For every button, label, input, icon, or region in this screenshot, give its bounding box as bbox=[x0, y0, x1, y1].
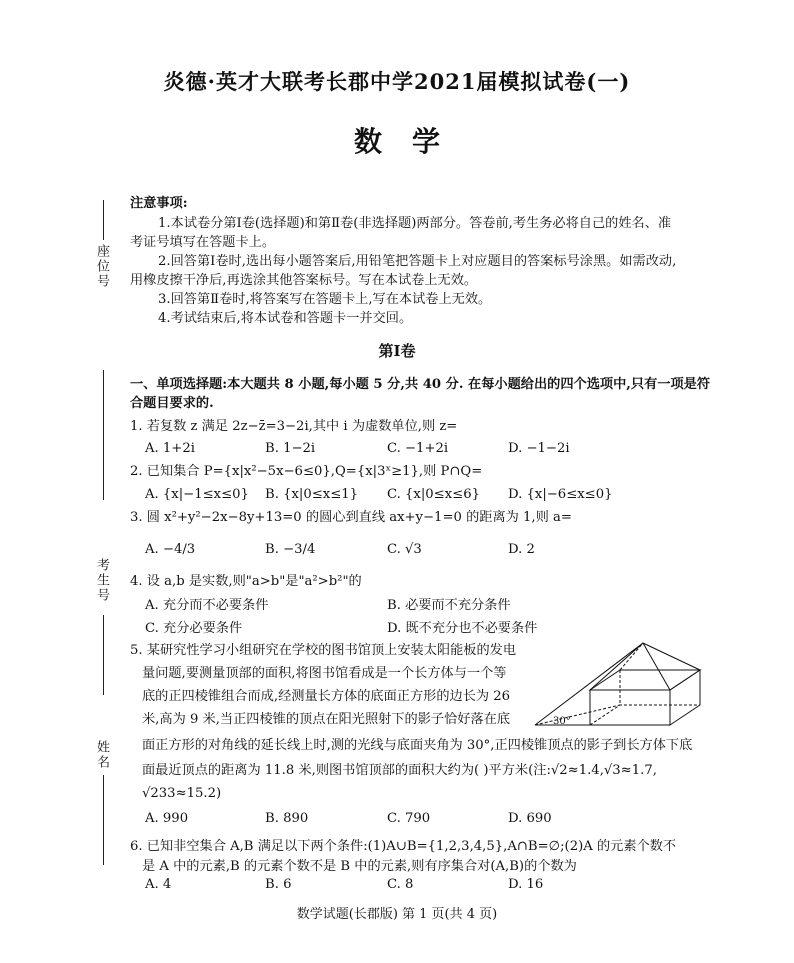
question-option: D. 16 bbox=[508, 877, 544, 892]
question-stem: 5. 某研究性学习小组研究在学校的图书馆顶上安装太阳能板的发电 bbox=[130, 643, 517, 658]
figure-angle-label: 30° bbox=[553, 716, 571, 727]
question-option: D. −1−2i bbox=[508, 441, 570, 456]
notes-line: 1.本试卷分第Ⅰ卷(选择题)和第Ⅱ卷(非选择题)两部分。答卷前,考生务必将自己的姓名、准 bbox=[158, 216, 672, 231]
name-label: 姓名 bbox=[94, 740, 109, 770]
question-option: B. −3/4 bbox=[265, 542, 316, 557]
notes-line: 考证号填写在答题卡上。 bbox=[130, 235, 276, 250]
question-option: D. 690 bbox=[508, 811, 552, 826]
notes-line: 用橡皮擦干净后,再选涂其他答案标号。写在本试卷上无效。 bbox=[130, 273, 478, 288]
question-option: B. 6 bbox=[265, 877, 292, 892]
question-option: B. 1−2i bbox=[265, 441, 316, 456]
question-option: C. 8 bbox=[387, 877, 414, 892]
question-option: C. −1+2i bbox=[387, 441, 449, 456]
binding-line-2 bbox=[103, 615, 104, 695]
question-option: A. 990 bbox=[145, 811, 189, 826]
notes-line: 3.回答第Ⅱ卷时,将答案写在答题卡上,写在本试卷上无效。 bbox=[158, 292, 492, 307]
question-option: B. 890 bbox=[265, 811, 309, 826]
question-stem: 面最近顶点的距离为 11.8 米,则图书馆顶部的面积大约为( )平方米(注:√2≈1.4,√3≈1.7, bbox=[142, 763, 657, 778]
subject-title: 数学 bbox=[353, 125, 470, 158]
question-stem: 米,高为 9 米,当正四棱锥的顶点在阳光照射下的影子恰好落在底 bbox=[142, 712, 511, 727]
page-footer: 数学试题(长郡版) 第 1 页(共 4 页) bbox=[296, 907, 498, 922]
question-option: A. {x|−1≤x≤0} bbox=[145, 487, 249, 502]
notes-heading: 注意事项: bbox=[130, 196, 188, 211]
question-stem: 3. 圆 x²+y²−2x−8y+13=0 的圆心到直线 ax+y−1=0 的距离为 1,则 a= bbox=[130, 510, 572, 525]
question-option: C. {x|0≤x≤6} bbox=[387, 487, 480, 502]
question-option: C. 790 bbox=[387, 811, 431, 826]
question-stem: 底的正四棱锥组合而成,经测量长方体的底面正方形的边长为 26 bbox=[142, 689, 511, 704]
question-option: A. 4 bbox=[145, 877, 172, 892]
question-option: C. √3 bbox=[387, 542, 422, 557]
question-option: B. 必要而不充分条件 bbox=[387, 598, 511, 613]
part-intro: 合题目要求的. bbox=[130, 396, 214, 411]
question-stem: 1. 若复数 z 满足 2z−z̄=3−2i,其中 i 为虚数单位,则 z= bbox=[130, 419, 458, 434]
exam-title: 炎德·英才大联考长郡中学2021届模拟试卷(一) bbox=[163, 69, 631, 94]
question-option: B. {x|0≤x≤1} bbox=[265, 487, 359, 502]
notes-line: 2.回答第Ⅰ卷时,选出每小题答案后,用铅笔把答题卡上对应题目的答案标号涂黑。如需改动, bbox=[158, 254, 677, 269]
question-option: A. −4/3 bbox=[145, 542, 196, 557]
question-stem: √233≈15.2) bbox=[142, 786, 222, 801]
question-option: D. 2 bbox=[508, 542, 535, 557]
question-stem: 是 A 中的元素,B 的元素个数不是 B 中的元素,则有序集合对(A,B)的个数为 bbox=[142, 859, 577, 874]
question-stem: 4. 设 a,b 是实数,则"a>b"是"a²>b²"的 bbox=[130, 574, 362, 589]
exam-number-label: 考生号 bbox=[94, 558, 109, 603]
question-option: C. 充分必要条件 bbox=[145, 621, 243, 636]
part-intro: 一、单项选择题:本大题共 8 小题,每小题 5 分,共 40 分. 在每小题给出的四个选项中,只有一项是符 bbox=[130, 377, 711, 392]
notes-line: 4.考试结束后,将本试卷和答题卡一并交回。 bbox=[158, 311, 413, 326]
seat-line bbox=[103, 200, 104, 240]
question-stem: 2. 已知集合 P={x|x²−5x−6≤0},Q={x|3ˣ≥1},则 P∩Q= bbox=[130, 464, 483, 479]
question-option: D. 既不充分也不必要条件 bbox=[387, 621, 538, 636]
question-option: A. 充分而不必要条件 bbox=[145, 598, 269, 613]
question-stem: 6. 已知非空集合 A,B 满足以下两个条件:(1)A∪B={1,2,3,4,5},A∩B=∅;(2)A 的元素个数不 bbox=[130, 839, 677, 854]
binding-line-1 bbox=[103, 370, 104, 500]
question-option: A. 1+2i bbox=[145, 441, 195, 456]
binding-line-3 bbox=[103, 775, 104, 865]
question-option: D. {x|−6≤x≤0} bbox=[508, 487, 613, 502]
section-title: 第Ⅰ卷 bbox=[378, 342, 416, 360]
seat-number-label: 座位号 bbox=[94, 244, 109, 289]
question-stem: 量问题,要测量顶部的面积,将图书馆看成是一个长方体与一个等 bbox=[142, 666, 507, 681]
question-stem: 面正方形的对角线的延长线上时,测的光线与底面夹角为 30°,正四棱锥顶点的影子到长方体下底 bbox=[142, 738, 693, 753]
